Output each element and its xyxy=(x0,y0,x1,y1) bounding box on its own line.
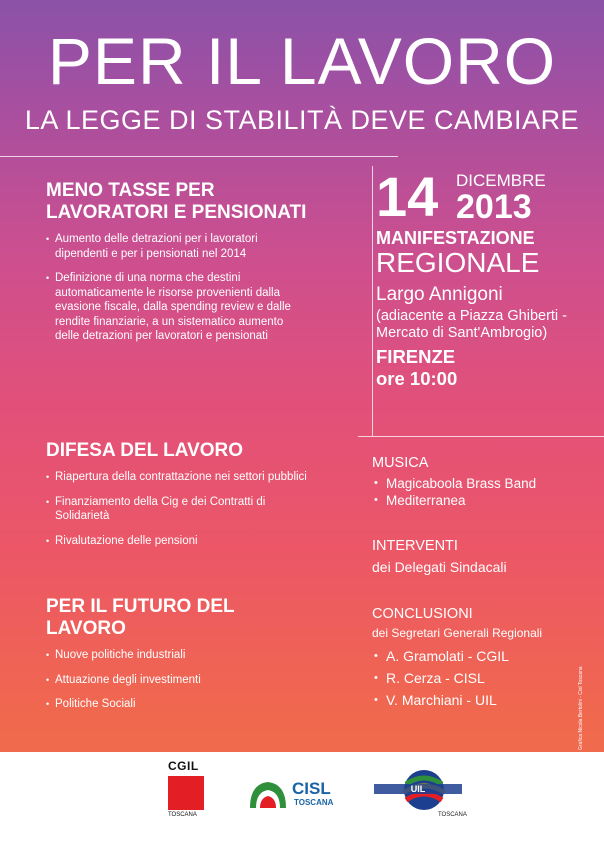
cisl-name: CISL xyxy=(292,779,331,798)
bullet-icon: • xyxy=(46,535,50,546)
graphic-credit: Grafica Nicola Bertolini - Cisl Toscana xyxy=(578,666,584,750)
list-item: • Finanziamento della Cig e dei Contratti di Solidarietà xyxy=(46,495,266,522)
bullet-icon: • xyxy=(46,273,50,283)
event-info xyxy=(376,228,598,390)
cgil-red-square-icon xyxy=(168,776,204,810)
footer-logos xyxy=(0,752,604,842)
section-title: DIFESA DEL LAVORO xyxy=(46,440,244,461)
poster-subtitle: LA LEGGE DI STABILITÀ DEVE CAMBIARE xyxy=(24,105,580,135)
bullet-icon: • xyxy=(46,650,50,660)
event-day: 14 xyxy=(376,165,439,228)
list-item: • Aumento delle detrazioni per i lavoratori dipendenti e per i pensionati nel 2014 xyxy=(46,233,258,260)
cisl-emblem-icon xyxy=(246,778,290,814)
uil-globe-icon xyxy=(374,764,466,814)
list-item: • A. Gramolati - CGIL xyxy=(372,645,598,667)
event-year: 2013 xyxy=(456,188,532,226)
divider-right xyxy=(358,436,604,437)
bullet-icon: • xyxy=(46,674,50,685)
bullet-icon: • xyxy=(374,694,378,706)
uil-sub: TOSCANA xyxy=(438,812,467,818)
bullet-icon: • xyxy=(46,496,50,507)
divider-vertical xyxy=(372,166,373,436)
cisl-sub: TOSCANA xyxy=(294,798,334,807)
event-time: ore 10:00 xyxy=(376,368,458,389)
list-item: • Mediterranea xyxy=(374,493,466,508)
event-date xyxy=(376,165,598,228)
conclusions-text: dei Segretari Generali Regionali xyxy=(372,626,543,640)
conclusions-title: CONCLUSIONI xyxy=(372,606,473,622)
list-item: • Nuove politiche industriali xyxy=(46,649,186,661)
event-type-line1: MANIFESTAZIONE xyxy=(376,228,535,248)
bullet-icon: • xyxy=(374,477,378,489)
list-item: • Riapertura della contrattazione nei settori pubblici xyxy=(46,471,307,483)
speeches-title: INTERVENTI xyxy=(372,538,458,554)
list-item: • Magicaboola Brass Band xyxy=(374,476,537,491)
section-title: PER IL FUTURO DEL LAVORO xyxy=(46,596,235,639)
bullet-icon: • xyxy=(374,672,378,684)
event-month: DICEMBRE xyxy=(456,171,546,190)
list-item: • V. Marchiani - UIL xyxy=(372,689,598,711)
speeches-text: dei Delegati Sindacali xyxy=(372,559,507,575)
program-music xyxy=(372,454,598,509)
section-title: MENO TASSE PER LAVORATORI E PENSIONATI xyxy=(46,180,307,223)
event-type-line2: REGIONALE xyxy=(376,247,540,278)
cisl-logo xyxy=(246,778,356,814)
event-place: Largo Annigoni xyxy=(376,284,503,305)
uil-logo xyxy=(374,764,474,822)
cgil-sub: TOSCANA xyxy=(168,812,197,818)
section-defense xyxy=(46,440,308,558)
event-city: FIRENZE xyxy=(376,346,456,367)
list-item: • Attuazione degli investimenti xyxy=(46,673,201,686)
music-title: MUSICA xyxy=(372,455,429,471)
program-conclusions xyxy=(372,605,598,711)
bullet-icon: • xyxy=(374,650,378,662)
cgil-logo xyxy=(168,760,212,822)
section-future xyxy=(46,596,308,722)
cgil-name: CGIL xyxy=(168,759,199,773)
list-item: • R. Cerza - CISL xyxy=(372,667,598,689)
list-item: • Politiche Sociali xyxy=(46,698,136,710)
poster-title: PER IL LAVORO xyxy=(47,24,557,98)
uil-name: UIL xyxy=(410,784,426,794)
bullet-icon: • xyxy=(46,472,50,482)
section-taxes xyxy=(46,180,308,354)
list-item: • Rivalutazione delle pensioni xyxy=(46,534,198,547)
bullet-icon: • xyxy=(46,699,50,709)
divider-top xyxy=(0,156,398,157)
list-item: • Definizione di una norma che destini automaticamente le risorse provenienti dalla evasione fiscale, dalla spending review e dalle rendite finanziarie, a un sistematico aumento delle detrazioni per lavoratori e pensionati xyxy=(46,272,291,342)
bullet-icon: • xyxy=(46,234,50,244)
event-place-detail: (adiacente a Piazza Ghiberti - Mercato di Sant'Ambrogio) xyxy=(376,308,568,341)
program-speeches xyxy=(372,537,598,576)
bullet-icon: • xyxy=(374,494,378,506)
